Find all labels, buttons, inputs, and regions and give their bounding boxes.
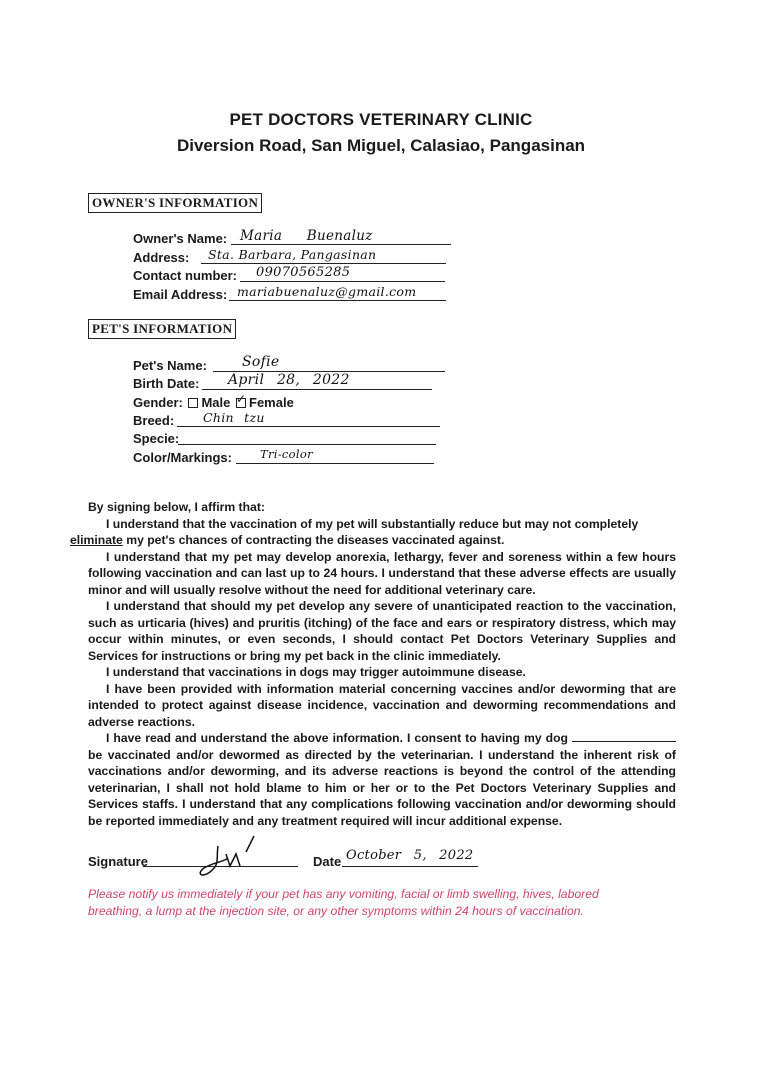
pet-name-label: Pet's Name: — [133, 358, 207, 373]
owner-email-underline — [229, 300, 446, 301]
consent-paragraph-2: I understand that my pet may develop anorexia, lethargy, fever and soreness within a few hours following vaccination and can last up to 24 hours. I understand that these adverse effects are usually minor and will usually resolve without the need for additional veterinary care. — [88, 549, 676, 597]
owner-email-field[interactable] — [133, 287, 227, 302]
owner-contact-value: 09070565285 — [256, 265, 351, 280]
pet-gender-field[interactable] — [133, 395, 294, 410]
pet-name-field[interactable] — [133, 358, 207, 373]
owner-address-field[interactable] — [133, 250, 189, 265]
owner-address-label: Address: — [133, 250, 190, 265]
pet-birth-field[interactable] — [133, 376, 199, 391]
pet-section-title: PET'S INFORMATION — [88, 319, 236, 339]
pet-breed-value: Chin tzu — [203, 410, 265, 425]
pet-color-underline — [236, 463, 434, 464]
pet-specie-label: Specie: — [133, 431, 180, 446]
signature-label: Signature — [88, 854, 148, 869]
pet-name-value: Sofie — [242, 354, 280, 370]
pet-specie-field[interactable] — [133, 431, 179, 446]
gender-male-label: Male — [201, 395, 231, 410]
signature-scribble — [190, 832, 270, 882]
owner-contact-label: Contact number: — [133, 268, 237, 283]
pet-breed-underline — [177, 426, 440, 427]
pet-specie-underline — [178, 444, 436, 445]
pet-color-label: Color/Markings: — [133, 450, 232, 465]
pet-color-field[interactable] — [133, 450, 232, 465]
owner-address-value: Sta. Barbara, Pangasinan — [208, 247, 377, 262]
owner-name-field[interactable] — [133, 231, 227, 246]
owner-name-label: Owner's Name: — [133, 231, 228, 246]
owner-section-title: OWNER'S INFORMATION — [88, 193, 262, 213]
gender-male-checkbox[interactable] — [188, 398, 198, 408]
owner-email-value: mariabuenaluz@gmail.com — [237, 284, 417, 299]
consent-paragraph-5: I have been provided with information material concerning vaccines and/or deworming that are intended to protect against disease incidence, vaccination and deworming recommendations and adverse reactions. — [88, 681, 676, 729]
consent-paragraph-4: I understand that vaccinations in dogs may trigger autoimmune disease. — [106, 665, 526, 679]
pet-breed-field[interactable] — [133, 413, 174, 428]
clinic-address: Diversion Road, San Miguel, Calasiao, Pangasinan — [176, 136, 586, 155]
pet-color-value: Tri-color — [260, 447, 313, 461]
gender-female-checkbox[interactable] — [236, 398, 246, 408]
dog-name-blank[interactable] — [572, 731, 676, 742]
consent-paragraph-3: I understand that should my pet develop any severe of unanticipated reaction to the vaccination, such as urticaria (hives) and pruritis (itching) of the face and ears or respiratory distress, which may occur within minutes, or even seconds, I should contact Pet Doctors Veterinary Supplies and Services for instructions or bring my pet back in the clinic immediately. — [88, 599, 676, 663]
signature-field[interactable] — [88, 854, 148, 869]
owner-contact-field[interactable] — [133, 268, 237, 283]
owner-contact-underline — [240, 281, 445, 282]
pet-gender-label: Gender: — [133, 395, 183, 410]
consent-paragraph-6: I have read and understand the above information. I consent to having my dog be vaccinated and/or dewormed as directed by the veterinarian. I understand the inherent risk of vaccinations and/or deworming, and its adverse reactions is beyond the control of the attending veterinarian, I shall not hold blame to him or her or to the Pet Doctors Veterinary Supplies and Services staffs. I understand that any complications following vaccination and/or deworming should be reported immediately and any treatment required will incur additional expense. — [88, 731, 676, 828]
clinic-name: PET DOCTORS VETERINARY CLINIC — [229, 110, 533, 129]
owner-email-label: Email Address: — [133, 287, 228, 302]
consent-paragraph-1: I understand that the vaccination of my pet will substantially reduce but may not completely eliminate my pet's chances of contracting the diseases vaccinated against. — [70, 516, 639, 547]
date-label: Date — [313, 854, 342, 869]
consent-intro: By signing below, I affirm that: — [88, 500, 265, 514]
pet-breed-label: Breed: — [133, 413, 175, 428]
date-underline — [342, 866, 478, 867]
eliminate-word: eliminate — [70, 533, 123, 547]
aftercare-notice: Please notify us immediately if your pet has any vomiting, facial or limb swelling, hives, labored breathing, a lump at the injection site, or any other symptoms within 24 hours of vaccination. — [88, 887, 599, 918]
owner-name-underline — [231, 244, 451, 245]
owner-name-value: Maria Buenaluz — [240, 228, 373, 244]
pet-birth-underline — [202, 389, 432, 390]
pet-birth-value: April 28, 2022 — [228, 372, 350, 388]
gender-female-label: Female — [249, 395, 294, 410]
pet-birth-label: Birth Date: — [133, 376, 200, 391]
date-value: October 5, 2022 — [346, 848, 474, 863]
owner-address-underline — [201, 263, 446, 264]
date-field[interactable] — [313, 854, 341, 869]
consent-block — [70, 499, 676, 829]
